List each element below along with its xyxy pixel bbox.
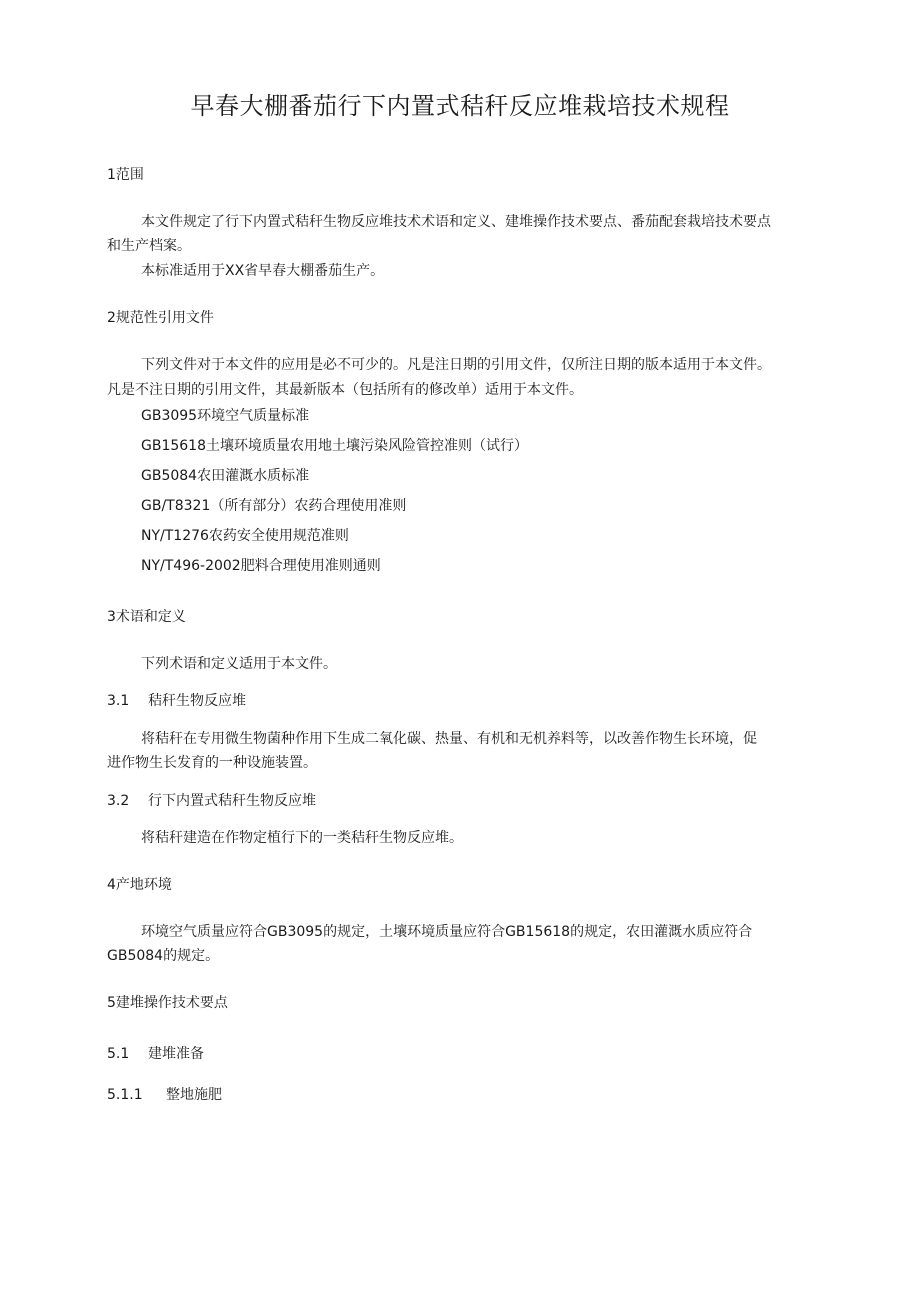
section-3-intro: 下列术语和定义适用于本文件。: [141, 656, 337, 672]
subsection-5-1-heading: [107, 1044, 204, 1064]
section-4-heading: 4产地环境: [107, 877, 172, 893]
reference-item: NY/T496-2002肥料合理使用准则通则: [141, 558, 381, 574]
subsection-5-1-1-heading: [107, 1085, 222, 1105]
term-number: 3.1: [107, 693, 130, 709]
reference-item: GB3095环境空气质量标准: [141, 408, 310, 424]
section-3-heading: 3术语和定义: [107, 609, 186, 625]
reference-item: GB/T8321（所有部分）农药合理使用准则: [141, 498, 407, 514]
reference-item: NY/T1276农药安全使用规范准则: [141, 528, 349, 544]
section-2-paragraph-line: 凡是不注日期的引用文件，其最新版本（包括所有的修改单）适用于本文件。: [107, 382, 583, 398]
term-3-2-heading: [107, 791, 316, 811]
term-3-1-definition-line: 将秸秆在专用微生物菌种作用下生成二氧化碳、热量、有机和无机养料等，以改善作物生长环境，促: [141, 731, 757, 747]
term-3-2-definition: 将秸秆建造在作物定植行下的一类秸秆生物反应堆。: [141, 830, 463, 846]
section-4-paragraph-line: GB5084的规定。: [107, 948, 220, 964]
subsection-label: 整地施肥: [166, 1087, 222, 1103]
section-2-heading: 2规范性引用文件: [107, 310, 214, 326]
subsection-number: 5.1: [107, 1046, 130, 1062]
reference-item: GB5084农田灌溉水质标准: [141, 468, 310, 484]
section-5-heading: 5建堆操作技术要点: [107, 995, 228, 1011]
term-3-1-definition-line: 进作物生长发育的一种设施装置。: [107, 755, 317, 771]
section-1-paragraph-line: 和生产档案。: [107, 238, 191, 254]
section-4-paragraph-line: 环境空气质量应符合GB3095的规定，土壤环境质量应符合GB15618的规定，农田灌溉水质应符合: [141, 924, 753, 940]
section-2-paragraph-line: 下列文件对于本文件的应用是必不可少的。凡是注日期的引用文件，仅所注日期的版本适用于本文件。: [141, 357, 771, 373]
term-label: 秸秆生物反应堆: [148, 693, 246, 709]
reference-item: GB15618土壤环境质量农用地土壤污染风险管控准则（试行）: [141, 438, 528, 454]
subsection-number: 5.1.1: [107, 1087, 143, 1103]
term-label: 行下内置式秸秆生物反应堆: [148, 793, 316, 809]
term-3-1-heading: [107, 691, 246, 711]
subsection-label: 建堆准备: [148, 1046, 204, 1062]
term-number: 3.2: [107, 793, 130, 809]
document-title: 早春大棚番茄行下内置式秸秆反应堆栽培技术规程: [190, 92, 730, 120]
section-1-scope-statement: 本标准适用于XX省早春大棚番茄生产。: [141, 263, 385, 279]
section-1-heading: 1范围: [107, 167, 144, 183]
section-1-paragraph-line: 本文件规定了行下内置式秸秆生物反应堆技术术语和定义、建堆操作技术要点、番茄配套栽培技术要点: [141, 214, 771, 230]
